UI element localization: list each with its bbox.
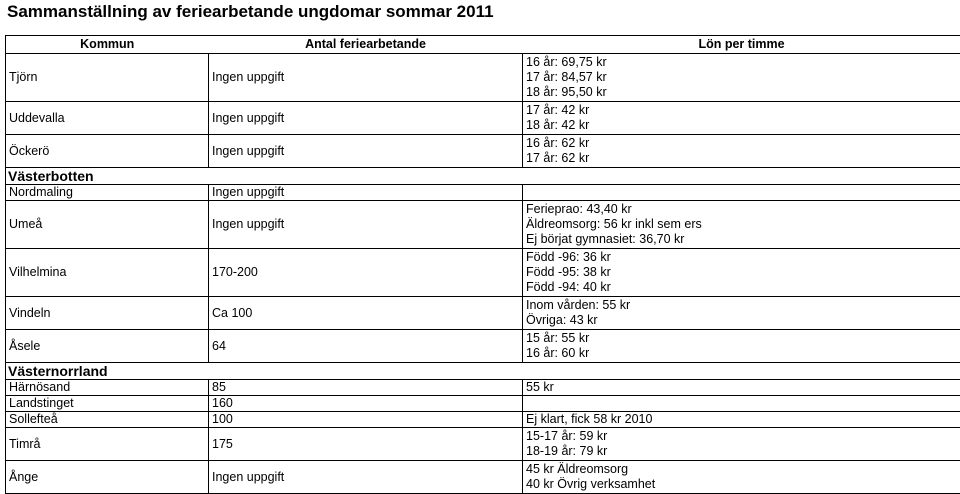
table-row: [6, 249, 960, 297]
lon-line: Ej klart, fick 58 kr 2010: [526, 412, 960, 427]
region-row: [6, 168, 960, 185]
cell-antal: Ingen uppgift: [209, 102, 523, 135]
table-row: [6, 412, 960, 428]
lon-line: 55 kr: [526, 380, 960, 395]
cell-antal: Ingen uppgift: [209, 185, 523, 201]
cell-lon: [523, 461, 960, 494]
lon-line: Ferieprao: 43,40 kr: [526, 202, 960, 217]
cell-lon: [523, 412, 960, 428]
lon-line: 16 år: 69,75 kr: [526, 55, 960, 70]
cell-kommun: Vindeln: [6, 297, 209, 330]
lon-line: Inom vården: 55 kr: [526, 298, 960, 313]
cell-lon: [523, 249, 960, 297]
lon-line: 15 år: 55 kr: [526, 331, 960, 346]
table-row: [6, 396, 960, 412]
table-row: [6, 428, 960, 461]
cell-lon: [523, 135, 960, 168]
cell-antal: Ingen uppgift: [209, 201, 523, 249]
lon-line: 17 år: 62 kr: [526, 151, 960, 166]
cell-kommun: Härnösand: [6, 380, 209, 396]
table-row: [6, 380, 960, 396]
cell-kommun: Vilhelmina: [6, 249, 209, 297]
cell-kommun: Tjörn: [6, 54, 209, 102]
cell-kommun: Åsele: [6, 330, 209, 363]
lon-line: Född -94: 40 kr: [526, 280, 960, 295]
lon-line: 45 kr Äldreomsorg: [526, 462, 960, 477]
cell-kommun: Timrå: [6, 428, 209, 461]
cell-antal: 160: [209, 396, 523, 412]
column-header-kommun: Kommun: [6, 36, 209, 54]
cell-antal: 85: [209, 380, 523, 396]
table-row: [6, 185, 960, 201]
lon-line: 17 år: 84,57 kr: [526, 70, 960, 85]
column-header-antal: Antal feriearbetande: [209, 36, 523, 54]
lon-line: 18 år: 42 kr: [526, 118, 960, 133]
cell-antal: 170-200: [209, 249, 523, 297]
lon-line: Äldreomsorg: 56 kr inkl sem ers: [526, 217, 960, 232]
page-title: Sammanställning av feriearbetande ungdomar sommar 2011: [7, 2, 494, 22]
lon-line: 17 år: 42 kr: [526, 103, 960, 118]
cell-lon: [523, 428, 960, 461]
table-row: [6, 297, 960, 330]
column-header-lon: Lön per timme: [523, 36, 960, 54]
cell-lon: [523, 297, 960, 330]
cell-kommun: Ånge: [6, 461, 209, 494]
region-row: [6, 363, 960, 380]
table-header-row: [6, 36, 960, 54]
cell-lon: [523, 396, 960, 412]
cell-lon: [523, 380, 960, 396]
cell-antal: Ca 100: [209, 297, 523, 330]
cell-antal: Ingen uppgift: [209, 54, 523, 102]
lon-line: 15-17 år: 59 kr: [526, 429, 960, 444]
table-row: [6, 330, 960, 363]
table-row: [6, 135, 960, 168]
cell-antal: 64: [209, 330, 523, 363]
lon-line: 40 kr Övrig verksamhet: [526, 477, 960, 492]
cell-lon: [523, 330, 960, 363]
lon-line: Född -96: 36 kr: [526, 250, 960, 265]
cell-kommun: Nordmaling: [6, 185, 209, 201]
table-row: [6, 461, 960, 494]
wage-table: [5, 35, 960, 494]
cell-lon: [523, 54, 960, 102]
lon-line: Född -95: 38 kr: [526, 265, 960, 280]
cell-lon: [523, 185, 960, 201]
cell-antal: 175: [209, 428, 523, 461]
table-row: [6, 201, 960, 249]
lon-line: Övriga: 43 kr: [526, 313, 960, 328]
cell-kommun: Sollefteå: [6, 412, 209, 428]
region-label: Västerbotten: [6, 168, 960, 185]
cell-kommun: Landstinget: [6, 396, 209, 412]
cell-kommun: Umeå: [6, 201, 209, 249]
cell-antal: Ingen uppgift: [209, 135, 523, 168]
table-body: [6, 54, 960, 494]
cell-lon: [523, 201, 960, 249]
cell-antal: Ingen uppgift: [209, 461, 523, 494]
table-row: [6, 54, 960, 102]
cell-kommun: Öckerö: [6, 135, 209, 168]
lon-line: 18-19 år: 79 kr: [526, 444, 960, 459]
lon-line: 16 år: 62 kr: [526, 136, 960, 151]
cell-kommun: Uddevalla: [6, 102, 209, 135]
cell-antal: 100: [209, 412, 523, 428]
lon-line: Ej börjat gymnasiet: 36,70 kr: [526, 232, 960, 247]
region-label: Västernorrland: [6, 363, 960, 380]
lon-line: 16 år: 60 kr: [526, 346, 960, 361]
cell-lon: [523, 102, 960, 135]
lon-line: 18 år: 95,50 kr: [526, 85, 960, 100]
table-row: [6, 102, 960, 135]
